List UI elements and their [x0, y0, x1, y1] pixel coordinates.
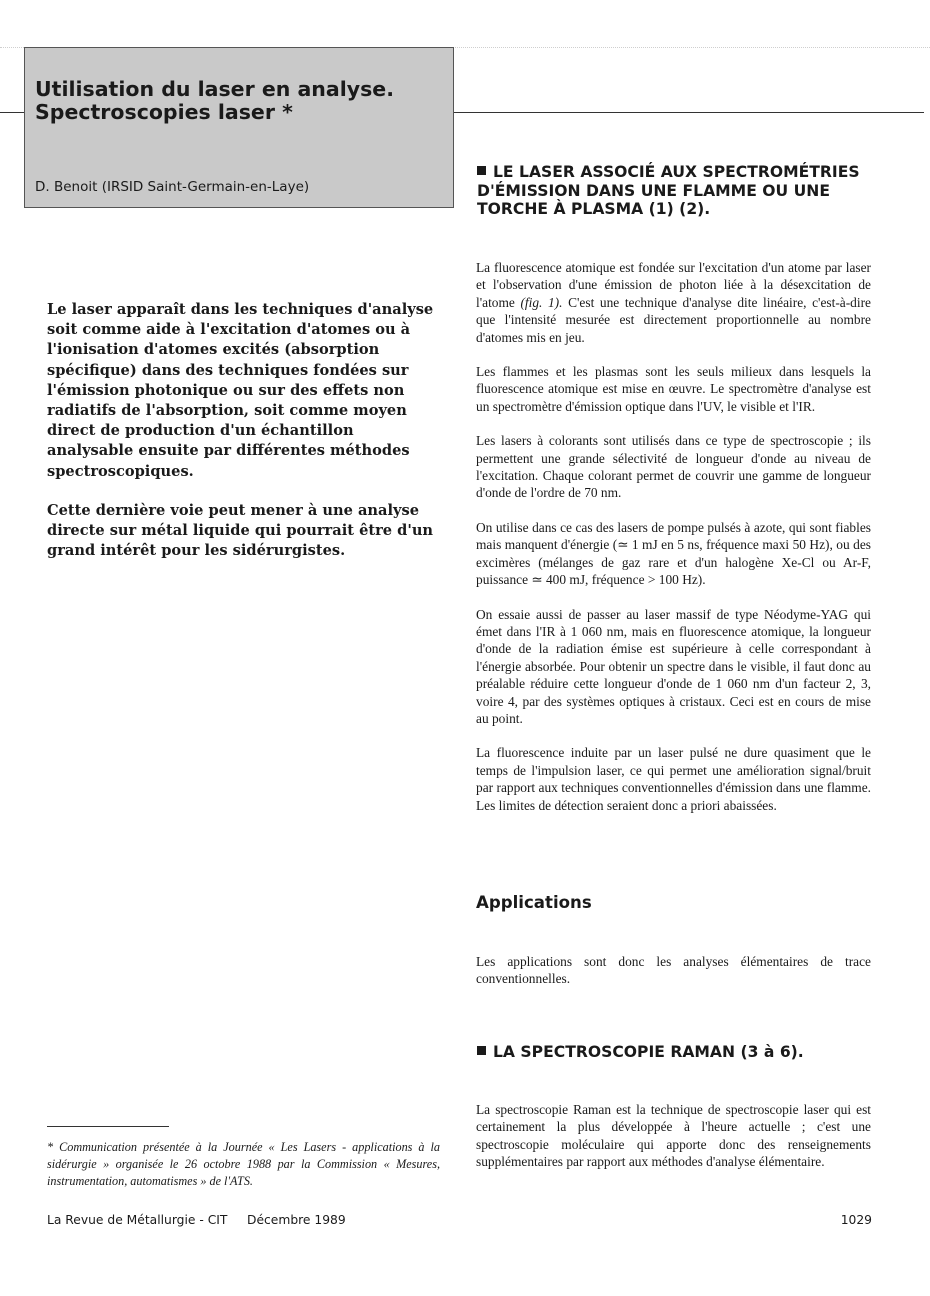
section-laser-emission-body: [476, 259, 871, 831]
page-number: 1029: [840, 1213, 872, 1227]
page-footer: [47, 1211, 872, 1229]
footnote-rule: [47, 1126, 169, 1127]
section-heading-raman: [477, 1043, 897, 1062]
figure-reference: (fig. 1).: [520, 294, 563, 310]
applications-body: [476, 953, 871, 1005]
section-heading-laser-emission: [477, 163, 897, 219]
body-text: C'est une technique d'analyse dite linéaire, c'est-à-dire que l'intensité mesurée est directement proportionnelle au nombre d'atomes mis en jeu.: [476, 294, 871, 345]
footer-date: Décembre 1989: [247, 1213, 346, 1227]
body-paragraph: La fluorescence induite par un laser pulsé ne dure quasiment que le temps de l'impulsion laser, ce qui permet une amélioration signal/bruit par rapport aux techniques conventionnelles d'émission dans une flamme. Les limites de détection seraient donc a priori abaissées.: [476, 745, 871, 813]
footnote: * Communication présentée à la Journée « Les Lasers - applications à la sidérurgie » organisée le 26 octobre 1988 par la Commission « Mesures, instrumentation, automatismes » de l'ATS.: [47, 1140, 440, 1188]
body-paragraph: Les lasers à colorants sont utilisés dans ce type de spectroscopie ; ils permettent une grande sélectivité de longueur d'onde au niveau de l'excitation. Chaque colorant permet de couvrir une gamme de longueur d'onde de l'ordre de 70 nm.: [476, 433, 871, 501]
body-paragraph: On essaie aussi de passer au laser massif de type Néodyme-YAG qui émet dans l'IR à 1 060 nm, mais en fluorescence atomique, la longueur d'onde de la radiation émise est supérieure à celle correspondant à l'énergie absorbée. Pour obtenir un spectre dans le visible, il faut donc au préalable réduire cette longueur d'onde de 1 060 nm d'un facteur 2, 3, voire 4, par des systèmes optiques à cristaux. Ceci est en cours de mise au point.: [476, 606, 871, 726]
square-bullet-icon: [477, 166, 486, 175]
square-bullet-icon: [477, 1046, 486, 1055]
section-heading-text: LA SPECTROSCOPIE RAMAN (3 à 6).: [493, 1043, 804, 1061]
article-title-line-2: Spectroscopies laser *: [35, 100, 293, 124]
abstract: [47, 300, 442, 580]
abstract-paragraph-2: Cette dernière voie peut mener à une analyse directe sur métal liquide qui pourrait être d'un grand intérêt pour les sidérurgistes.: [47, 501, 434, 560]
article-title: [35, 78, 445, 124]
footer-journal: La Revue de Métallurgie - CIT: [47, 1213, 228, 1227]
body-paragraph: [476, 259, 871, 346]
abstract-paragraph-1: Le laser apparaît dans les techniques d'analyse soit comme aide à l'excitation d'atomes ou à l'ionisation d'atomes excités (absorption spécifique) dans des techniques fondées sur l'émission photonique ou sur des effets non radiatifs de l'absorption, soit comme moyen direct de production d'un échantillon analysable ensuite par différentes méthodes spectroscopiques.: [47, 301, 434, 480]
body-paragraph: La spectroscopie Raman est la technique de spectroscopie laser qui est certainement la plus développée à l'heure actuelle ; c'est une spectroscopie moléculaire qui apporte donc des renseignements supplémentaires par rapport aux méthodes d'analyse élémentaire.: [476, 1102, 871, 1170]
title-box: [24, 47, 454, 208]
body-paragraph: On utilise dans ce cas des lasers de pompe pulsés à azote, qui sont fiables mais manquent d'énergie (≃ 1 mJ en 5 ns, fréquence maxi 50 Hz), ou des excimères (mélanges de gaz rare et d'un halogène Xe-Cl ou Ar-F, puissance ≃ 400 mJ, fréquence > 100 Hz).: [476, 519, 871, 588]
section-heading-text: LE LASER ASSOCIÉ AUX SPECTROMÉTRIES D'ÉMISSION DANS UNE FLAMME OU UNE TORCHE À PLASMA (1) (2).: [477, 163, 860, 218]
article-author: D. Benoit (IRSID Saint-Germain-en-Laye): [35, 179, 310, 195]
applications-heading: Applications: [476, 893, 592, 912]
body-paragraph: Les applications sont donc les analyses élémentaires de trace conventionnelles.: [476, 954, 871, 987]
article-title-line-1: Utilisation du laser en analyse.: [35, 77, 395, 101]
body-paragraph: Les flammes et les plasmas sont les seuls milieux dans lesquels la fluorescence atomique est mise en œuvre. Le spectromètre d'analyse est un spectromètre d'émission optique dans l'UV, le visible et l'IR.: [476, 364, 871, 414]
body-text: La fluorescence atomique est fondée sur l'excitation d'un atome par laser et l'observation d'une émission de photon liée à la désexcitation de l'atome: [476, 260, 871, 310]
section-raman-body: [476, 1101, 871, 1188]
